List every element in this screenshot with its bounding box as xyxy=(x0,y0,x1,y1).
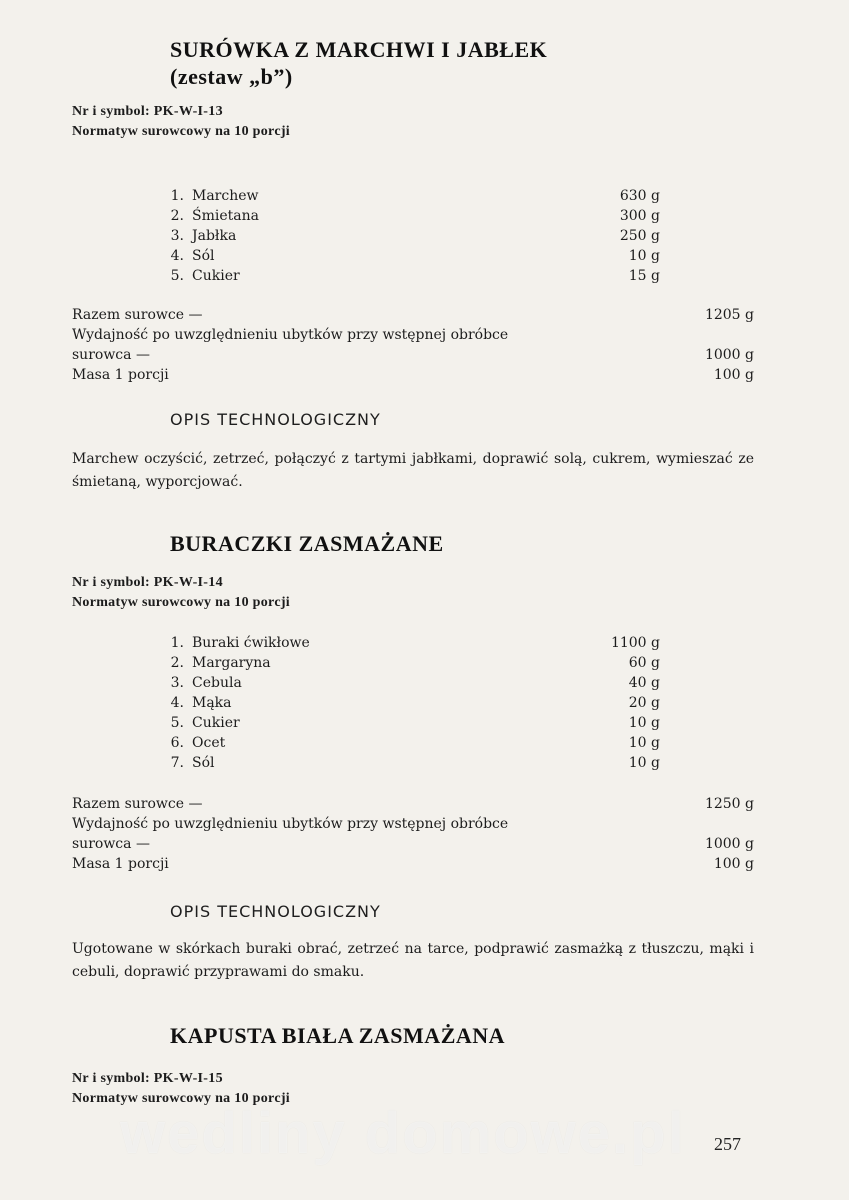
watermark-text: wedliny domowe.pl xyxy=(120,1101,686,1166)
ingredient-name: Sól xyxy=(192,248,215,264)
ingredient-name: Śmietana xyxy=(192,208,259,224)
recipe-norm: Normatyw surowcowy na 10 porcji xyxy=(72,595,290,610)
yield-row-1 xyxy=(72,814,754,834)
ingredient-name: Margaryna xyxy=(192,655,271,671)
ingredient-quantity: 300 g xyxy=(619,208,660,224)
portion-label: Masa 1 porcji xyxy=(72,367,169,383)
page-number: 257 xyxy=(714,1134,741,1154)
ingredient-name: Ocet xyxy=(192,735,226,751)
ingredient-number: 4. xyxy=(170,695,184,711)
ingredient-number: 6. xyxy=(170,735,184,751)
portion-row xyxy=(72,854,754,874)
total-value: 1250 g xyxy=(704,796,754,812)
recipe-title xyxy=(170,36,547,90)
recipe-summary xyxy=(72,305,754,385)
ingredient-number: 7. xyxy=(170,755,184,771)
ingredient-number: 2. xyxy=(170,208,184,224)
ingredient-name: Cebula xyxy=(192,675,242,691)
ingredient-quantity: 60 g xyxy=(628,655,660,671)
ingredient-row xyxy=(170,733,660,753)
ingredient-name: Cukier xyxy=(192,268,240,284)
ingredient-row xyxy=(170,226,660,246)
ingredient-quantity: 10 g xyxy=(628,735,660,751)
ingredient-number: 3. xyxy=(170,228,184,244)
ingredient-row xyxy=(170,713,660,733)
ingredient-quantity: 40 g xyxy=(628,675,660,691)
yield-row-1 xyxy=(72,325,754,345)
ingredient-number: 1. xyxy=(170,188,184,204)
ingredient-quantity: 250 g xyxy=(619,228,660,244)
ingredient-quantity: 630 g xyxy=(619,188,660,204)
yield-label-cont: surowca — xyxy=(72,347,150,363)
ingredient-row xyxy=(170,186,660,206)
yield-value: 1000 g xyxy=(704,347,754,363)
ingredient-quantity: 10 g xyxy=(628,248,660,264)
ingredient-row xyxy=(170,653,660,673)
total-value: 1205 g xyxy=(704,307,754,323)
ingredient-quantity: 15 g xyxy=(628,268,660,284)
portion-value: 100 g xyxy=(713,856,754,872)
ingredient-number: 3. xyxy=(170,675,184,691)
recipe-title-line1: SURÓWKA Z MARCHWI I JABŁEK xyxy=(170,37,548,62)
yield-value: 1000 g xyxy=(704,836,754,852)
ingredient-number: 2. xyxy=(170,655,184,671)
ingredient-name: Buraki ćwikłowe xyxy=(192,635,310,651)
ingredient-number: 1. xyxy=(170,635,184,651)
total-label: Razem surowce — xyxy=(72,307,203,323)
ingredient-number: 5. xyxy=(170,268,184,284)
total-label: Razem surowce — xyxy=(72,796,203,812)
portion-row xyxy=(72,365,754,385)
ingredient-row xyxy=(170,206,660,226)
ingredient-name: Jabłka xyxy=(192,228,237,244)
ingredient-name: Sól xyxy=(192,755,215,771)
portion-value: 100 g xyxy=(713,367,754,383)
yield-row-2 xyxy=(72,345,754,365)
total-row xyxy=(72,794,754,814)
yield-label-cont: surowca — xyxy=(72,836,150,852)
ingredient-row xyxy=(170,753,660,773)
recipe-symbol: Nr i symbol: PK-W-I-14 xyxy=(72,575,223,590)
ingredient-quantity: 20 g xyxy=(628,695,660,711)
section-heading: OPIS TECHNOLOGICZNY xyxy=(170,410,381,429)
recipe-title-line1: KAPUSTA BIAŁA ZASMAŻANA xyxy=(170,1023,506,1048)
ingredient-name: Marchew xyxy=(192,188,259,204)
recipe-title xyxy=(170,530,444,557)
ingredient-row xyxy=(170,693,660,713)
ingredient-list xyxy=(170,186,660,286)
section-heading: OPIS TECHNOLOGICZNY xyxy=(170,902,381,921)
portion-label: Masa 1 porcji xyxy=(72,856,169,872)
recipe-title-line2: (zestaw „b”) xyxy=(170,64,293,89)
ingredient-row xyxy=(170,266,660,286)
description-text: Ugotowane w skórkach buraki obrać, zetrzeć na tarce, podprawić zasmażką z tłuszczu, mąki i cebuli, doprawić przyprawami do smaku. xyxy=(72,941,754,980)
total-row xyxy=(72,305,754,325)
yield-row-2 xyxy=(72,834,754,854)
recipe-title-line1: BURACZKI ZASMAŻANE xyxy=(170,531,444,556)
recipe-title xyxy=(170,1022,505,1049)
ingredient-quantity: 10 g xyxy=(628,755,660,771)
yield-label: Wydajność po uwzględnieniu ubytków przy wstępnej obróbce xyxy=(72,327,509,343)
ingredient-name: Cukier xyxy=(192,715,240,731)
ingredient-list xyxy=(170,633,660,773)
description-text: Marchew oczyścić, zetrzeć, połączyć z tartymi jabłkami, doprawić solą, cukrem, wymieszać ze śmietaną, wyporcjować. xyxy=(72,451,754,490)
recipe-norm: Normatyw surowcowy na 10 porcji xyxy=(72,1091,290,1106)
ingredient-number: 5. xyxy=(170,715,184,731)
recipe-symbol: Nr i symbol: PK-W-I-15 xyxy=(72,1071,223,1086)
ingredient-quantity: 1100 g xyxy=(610,635,660,651)
ingredient-name: Mąka xyxy=(192,695,232,711)
recipe-symbol: Nr i symbol: PK-W-I-13 xyxy=(72,104,223,119)
ingredient-row xyxy=(170,673,660,693)
ingredient-quantity: 10 g xyxy=(628,715,660,731)
ingredient-number: 4. xyxy=(170,248,184,264)
recipe-norm: Normatyw surowcowy na 10 porcji xyxy=(72,124,290,139)
ingredient-row xyxy=(170,246,660,266)
yield-label: Wydajność po uwzględnieniu ubytków przy wstępnej obróbce xyxy=(72,816,509,832)
ingredient-row xyxy=(170,633,660,653)
recipe-summary xyxy=(72,794,754,874)
